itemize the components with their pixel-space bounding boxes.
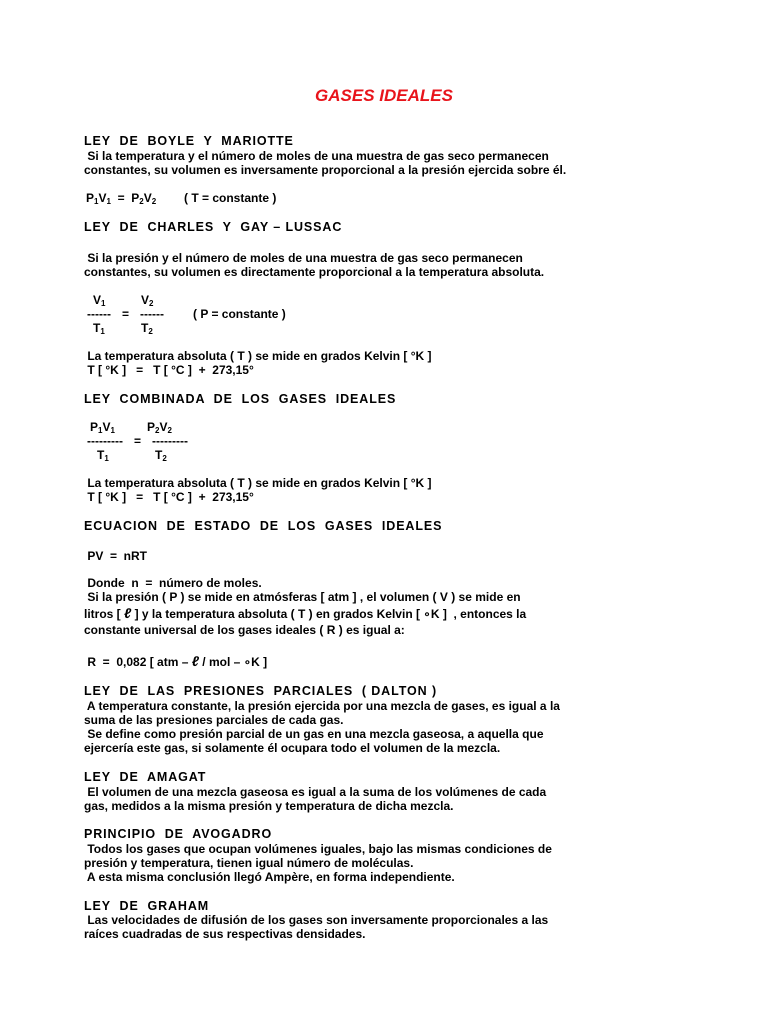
formula-part: V [141,293,150,307]
subscript: 1 [98,426,103,435]
moles-definition: Donde n = número de moles. [84,576,262,590]
equals-sign: = [122,307,130,321]
fraction-bar: --------- [87,434,123,448]
formula-part: V [102,420,111,434]
subscript: 1 [106,197,111,206]
avogadro-text-line: presión y temperatura, tienen igual número de moléculas. [84,856,414,870]
subscript: 2 [167,426,172,435]
subscript: 2 [139,197,144,206]
graham-text-line: raíces cuadradas de sus respectivas densidades. [84,927,366,941]
formula-part: P [147,420,156,434]
gas-constant [84,654,267,669]
formula-part: V [93,293,102,307]
fraction-denominator [155,448,167,462]
subscript: 1 [100,327,105,336]
page-title: GASES IDEALES [315,86,453,105]
fraction-denominator [93,321,105,335]
charles-heading: LEY DE CHARLES Y GAY – LUSSAC [84,220,343,234]
amagat-heading: LEY DE AMAGAT [84,770,207,784]
subscript: 1 [101,299,106,308]
formula-part: V [159,420,168,434]
fraction-denominator [97,448,109,462]
state-text-line [84,606,526,621]
fraction-numerator [141,293,153,307]
formula-part: T [97,448,105,462]
graham-text-line: Las velocidades de difusión de los gases son inversamente proporcionales a las [84,913,549,927]
combined-heading: LEY COMBINADA DE LOS GASES IDEALES [84,392,397,406]
formula-part: / mol – ∘K ] [198,655,268,669]
subscript: 2 [155,426,160,435]
kelvin-note: La temperatura absoluta ( T ) se mide en grados Kelvin [ °K ] [84,349,432,363]
formula-part: V [143,191,152,205]
dalton-text-line: suma de las presiones parciales de cada gas. [84,713,344,727]
state-text-line: constante universal de los gases ideales ( R ) es igual a: [84,623,405,637]
boyle-heading: LEY DE BOYLE Y MARIOTTE [84,134,294,148]
subscript: 2 [148,327,153,336]
kelvin-note: La temperatura absoluta ( T ) se mide en grados Kelvin [ °K ] [84,476,432,490]
amagat-text-line: gas, medidos a la misma presión y temperatura de dicha mezcla. [84,799,454,813]
formula-part: T [93,321,101,335]
formula-part: P [86,191,95,205]
subscript: 2 [162,454,167,463]
subscript: 1 [94,197,99,206]
fraction-bar: --------- [152,434,188,448]
avogadro-text-line: Todos los gases que ocupan volúmenes iguales, bajo las mismas condiciones de [84,842,552,856]
avogadro-text-line: A esta misma conclusión llegó Ampère, en forma independiente. [84,870,455,884]
fraction-numerator [147,420,172,434]
amagat-text-line: El volumen de una mezcla gaseosa es igual a la suma de los volúmenes de cada [84,785,547,799]
formula-part: V [98,191,107,205]
formula-part: = [110,191,132,205]
boyle-formula [86,191,156,205]
state-heading: ECUACION DE ESTADO DE LOS GASES IDEALES [84,519,443,533]
subscript: 2 [149,299,154,308]
liter-symbol: ℓ [191,653,199,669]
dalton-text-line: ejercería este gas, si solamente él ocupara todo el volumen de la mezcla. [84,741,501,755]
formula-part: R = 0,082 [ atm – [84,655,192,669]
subscript: 2 [151,197,157,206]
subscript: 1 [110,426,115,435]
fraction-denominator [141,321,153,335]
liter-symbol: ℓ [124,605,132,621]
boyle-text-line: constantes, su volumen es inversamente proporcional a la presión ejercida sobre él. [84,163,567,177]
dalton-heading: LEY DE LAS PRESIONES PARCIALES ( DALTON ) [84,684,438,698]
boyle-condition: ( T = constante ) [184,191,277,205]
avogadro-heading: PRINCIPIO DE AVOGADRO [84,827,273,841]
subscript: 1 [104,454,109,463]
formula-part: P [131,191,140,205]
fraction-numerator [90,420,115,434]
formula-part: ] y la temperatura absoluta ( T ) en grados Kelvin [ ∘K ] , entonces la [131,607,527,621]
ideal-gas-equation: PV = nRT [84,549,148,563]
kelvin-conversion: T [ °K ] = T [ °C ] + 273,15° [84,363,254,377]
dalton-text-line: Se define como presión parcial de un gas en una mezcla gaseosa, a aquella que [84,727,544,741]
charles-text-line: constantes, su volumen es directamente proporcional a la temperatura absoluta. [84,265,545,279]
fraction-bar: ------ [140,307,164,321]
fraction-numerator [93,293,105,307]
fraction-bar: ------ [87,307,111,321]
graham-heading: LEY DE GRAHAM [84,899,210,913]
charles-text-line: Si la presión y el número de moles de una muestra de gas seco permanecen [84,251,523,265]
charles-condition: ( P = constante ) [193,307,286,321]
boyle-text-line: Si la temperatura y el número de moles de una muestra de gas seco permanecen [84,149,549,163]
state-text-line: Si la presión ( P ) se mide en atmósferas [ atm ] , el volumen ( V ) se mide en [84,590,521,604]
equals-sign: = [134,434,142,448]
formula-part: litros [ [84,607,125,621]
dalton-text-line: A temperatura constante, la presión ejercida por una mezcla de gases, es igual a la [84,699,560,713]
formula-part: T [155,448,163,462]
formula-part: T [141,321,149,335]
formula-part: P [90,420,99,434]
kelvin-conversion: T [ °K ] = T [ °C ] + 273,15° [84,490,254,504]
